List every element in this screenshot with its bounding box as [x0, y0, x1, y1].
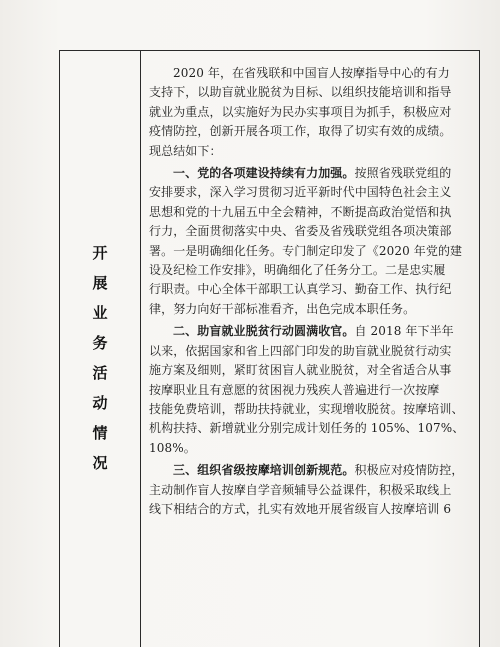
label-char: 动 — [92, 394, 108, 412]
content-cell — [149, 64, 474, 519]
text-line: 行力，全面贯彻落实中央、省委及省残联党组各项决策部 — [149, 224, 452, 239]
text-line: 设及纪检工作安排》，明确细化了任务分工。二是忠实履 — [149, 263, 446, 278]
text-line: 自 2018 年下半年 — [354, 324, 454, 339]
section-heading: 二、助盲就业脱贫行动圆满收官。 — [173, 324, 355, 339]
text-line: 安排要求，深入学习贯彻习近平新时代中国特色社会主义 — [149, 185, 452, 200]
text-line: 行职责。中心全体干部职工认真学习、勤奋工作、执行纪 — [149, 282, 452, 297]
text-line: 思想和党的十九届五中全会精神，不断提高政治觉悟和执 — [149, 204, 452, 219]
column-divider — [140, 50, 141, 647]
text-line: 署。一是明确细化任务。专门制定印发了《2020 年党的建 — [149, 243, 463, 258]
text-line: 施方案及细则，紧盯贫困盲人就业脱贫，对全省适合从事 — [149, 363, 452, 378]
section-2 — [149, 322, 474, 458]
text-line: 2020 年，在省残联和中国盲人按摩指导中心的有力 — [173, 66, 450, 80]
text-line: 就业为重点，以实施好为民办实事项目为抓手，积极应对 — [149, 104, 452, 119]
text-line: 疫情防控，创新开展各项工作，取得了切实有效的成绩。 — [149, 124, 452, 139]
text-line: 机构扶持、新增就业分别完成计划任务的 105%、107%、 — [149, 421, 465, 436]
label-char: 开 — [92, 244, 108, 262]
text-line: 律，努力向好干部标准看齐，出色完成本职任务。 — [149, 301, 416, 316]
text-line: 技能免费培训，帮助扶持就业，实现增收脱贫。按摩培训、 — [149, 401, 464, 416]
label-char: 务 — [92, 334, 108, 352]
label-char: 业 — [92, 304, 108, 322]
text-line: 按照省残联党组的 — [354, 166, 452, 181]
text-line: 积极应对疫情防控， — [354, 463, 464, 478]
label-char: 展 — [92, 274, 108, 292]
section-heading: 一、党的各项建设持续有力加强。 — [173, 166, 355, 181]
intro-paragraph — [149, 64, 474, 161]
text-line: 108%。 — [149, 440, 196, 455]
text-line: 线下相结合的方式，扎实有效地开展省级盲人按摩培训 6 — [149, 501, 452, 516]
label-column — [60, 50, 140, 647]
text-line: 主动制作盲人按摩自学音频辅导公益课件，积极采取线上 — [149, 482, 452, 497]
text-line: 支持下，以助盲就业脱贫为目标、以组织技能培训和指导 — [149, 85, 452, 100]
label-char: 况 — [92, 454, 108, 472]
section-1 — [149, 164, 474, 319]
label-char: 情 — [92, 424, 108, 442]
section-3 — [149, 461, 474, 519]
text-line: 现总结如下： — [149, 143, 222, 158]
section-heading: 三、组织省级按摩培训创新规范。 — [173, 463, 355, 478]
text-line: 以来，依据国家和省上四部门印发的助盲就业脱贫行动实 — [149, 343, 452, 358]
text-line: 按摩职业且有意愿的贫困视力残疾人普遍进行一次按摩 — [149, 382, 440, 397]
label-char: 活 — [92, 364, 108, 382]
